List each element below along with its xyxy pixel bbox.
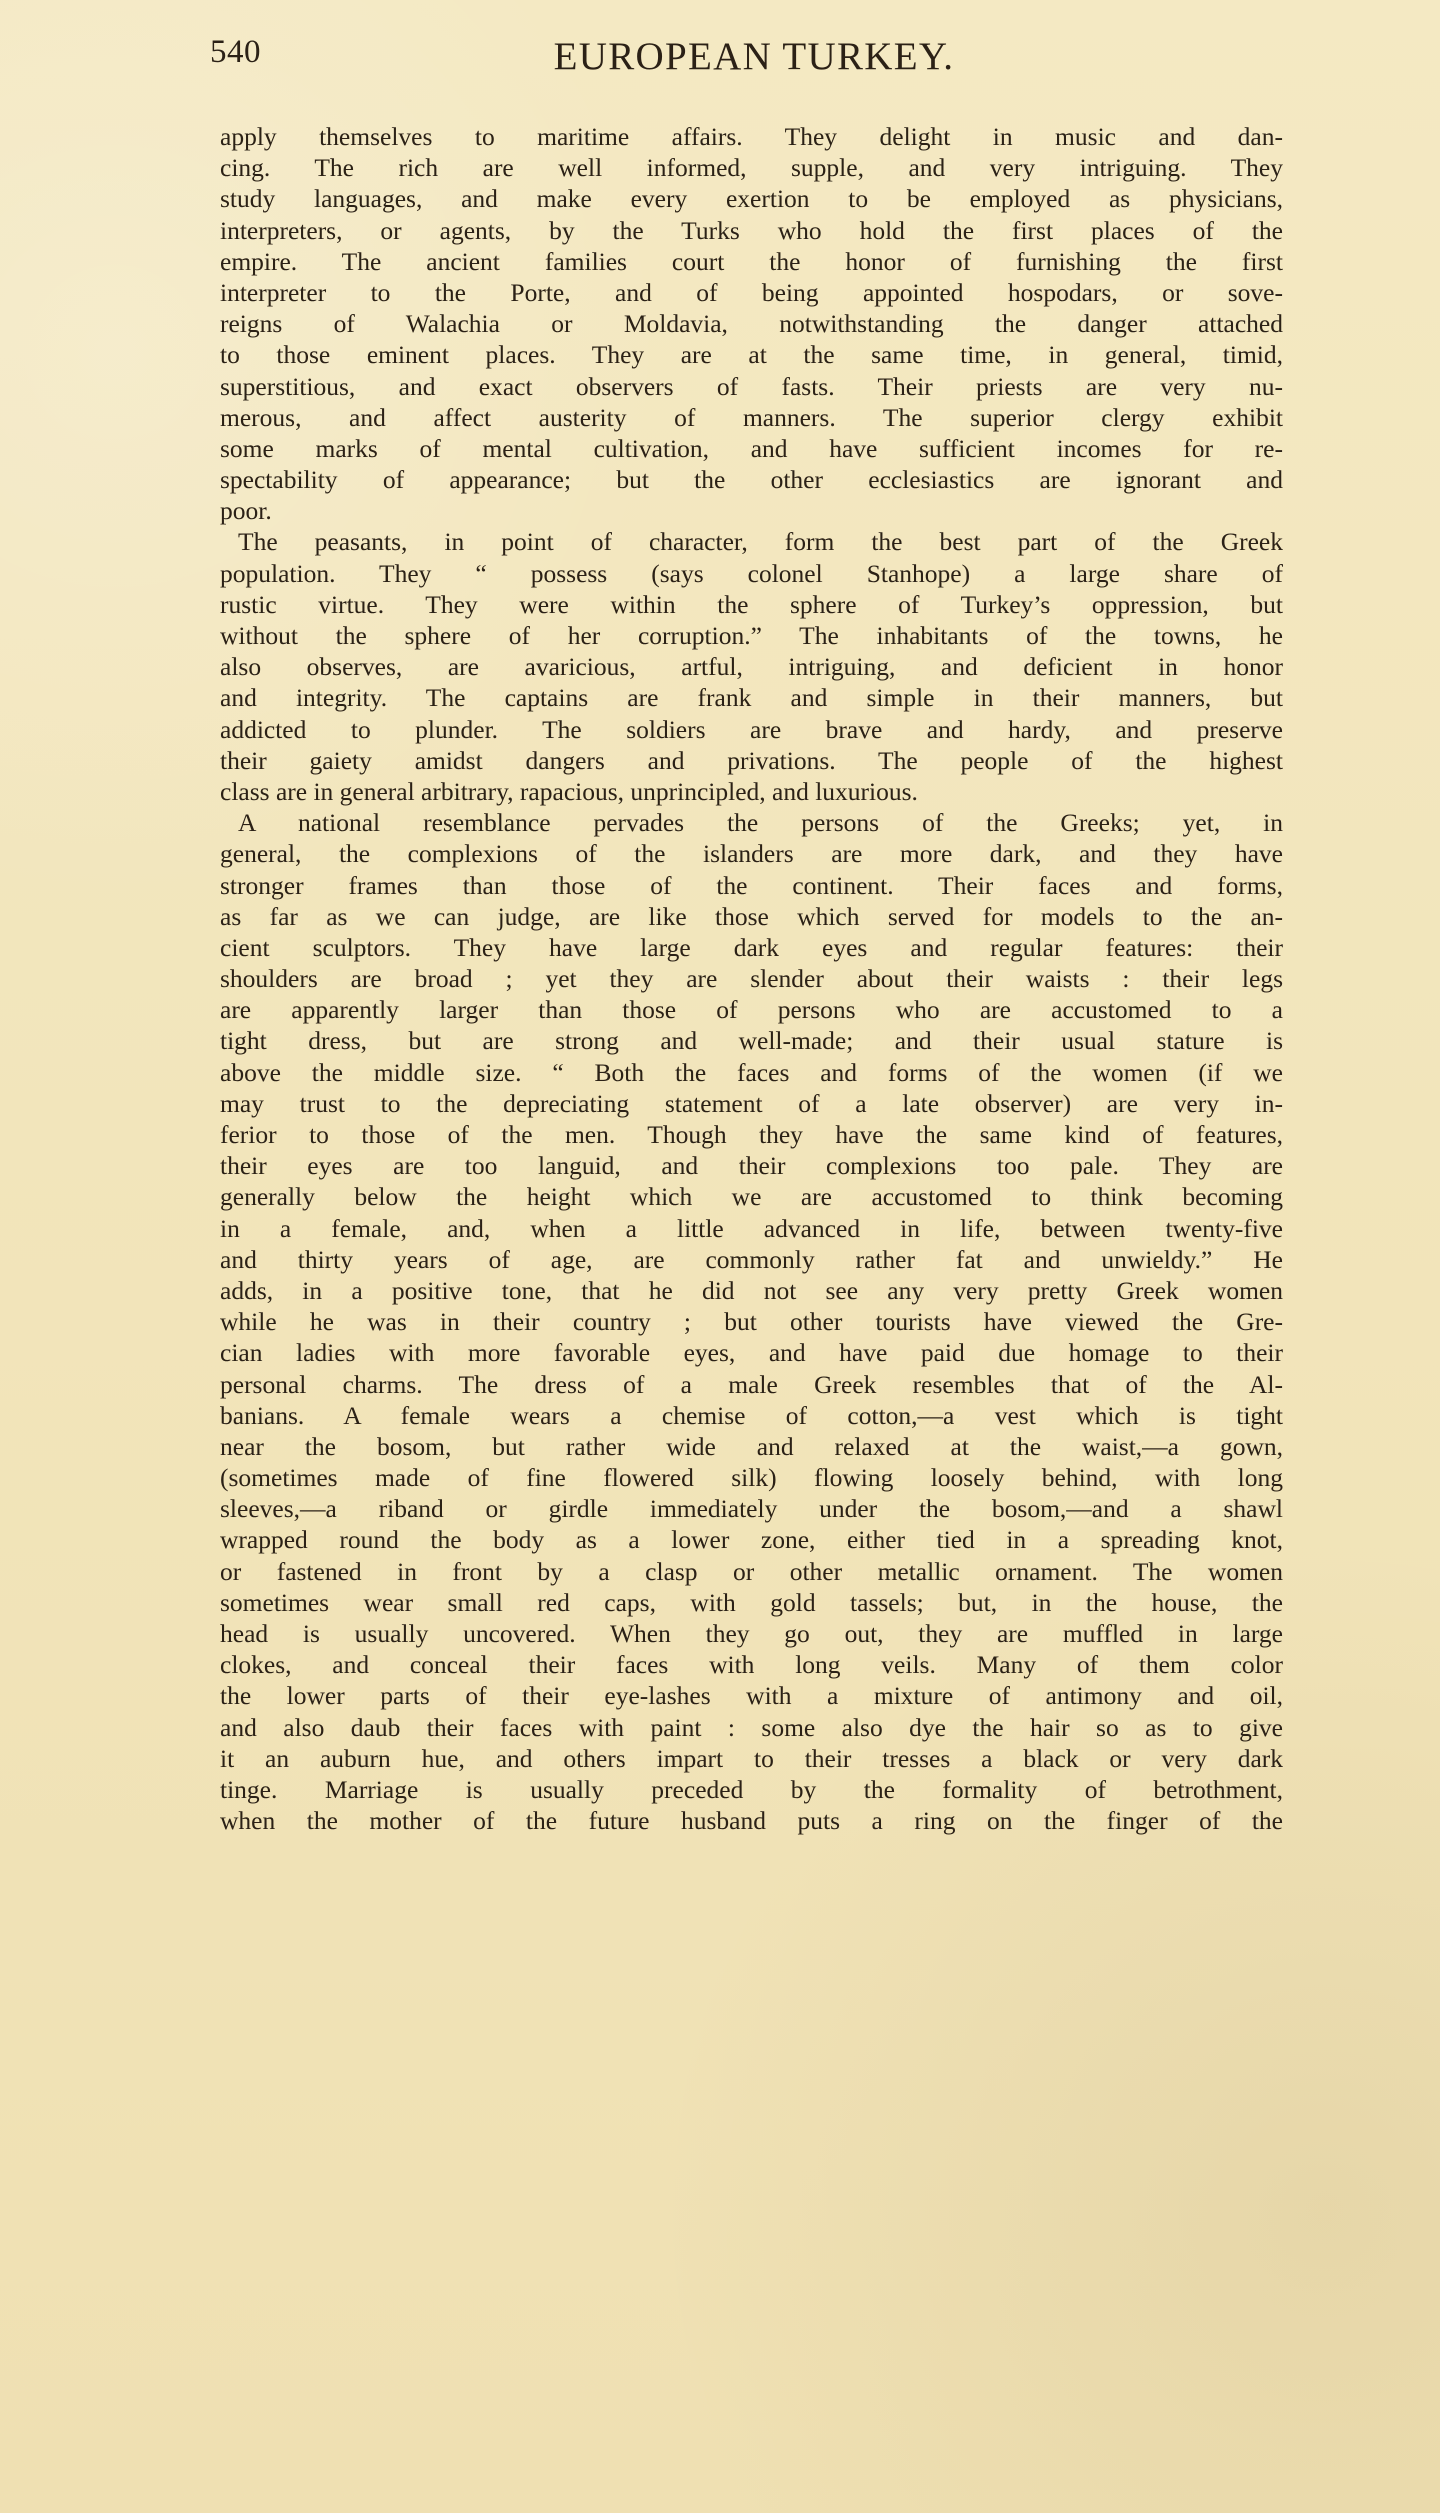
text-line: wrapped round the body as a lower zone, either tied in a spreading knot,	[220, 1525, 1283, 1555]
text-line: sometimes wear small red caps, with gold tassels; but, in the house, the	[220, 1587, 1283, 1617]
text-line: merous, and affect austerity of manners. The superior clergy exhibit	[220, 402, 1283, 432]
text-line: apply themselves to maritime affairs. They delight in music and dan-	[220, 122, 1283, 151]
text-line: are apparently larger than those of persons who are accustomed to a	[220, 995, 1283, 1025]
text-line: study languages, and make every exertion to be employed as physicians,	[220, 184, 1283, 214]
text-line: in a female, and, when a little advanced in life, between twenty-five	[220, 1213, 1283, 1243]
text-line: also observes, are avaricious, artful, intriguing, and deficient in honor	[220, 652, 1283, 682]
text-line: empire. The ancient families court the honor of furnishing the first	[220, 246, 1283, 276]
text-line: it an auburn hue, and others impart to their tresses a black or very dark	[220, 1743, 1283, 1773]
text-line: adds, in a positive tone, that he did not see any very pretty Greek women	[220, 1275, 1283, 1305]
text-line: sleeves,—a riband or girdle immediately under the bosom,—and a shawl	[220, 1494, 1283, 1524]
text-line: A national resemblance pervades the persons of the Greeks; yet, in	[238, 808, 1283, 838]
text-line: spectability of appearance; but the other ecclesiastics are ignorant and	[220, 465, 1283, 495]
text-line: ferior to those of the men. Though they have the same kind of features,	[220, 1120, 1283, 1149]
text-line: interpreter to the Porte, and of being appointed hospodars, or sove-	[220, 277, 1283, 307]
text-line: while he was in their country ; but other tourists have viewed the Gre-	[220, 1307, 1283, 1337]
running-title: EUROPEAN TURKEY.	[553, 35, 955, 78]
text-line: above the middle size. “ Both the faces and forms of the women (if we	[220, 1057, 1283, 1087]
text-line: tinge. Marriage is usually preceded by the formality of betrothment,	[220, 1774, 1283, 1804]
text-line: The peasants, in point of character, form the best part of the Greek	[238, 527, 1283, 557]
text-line: shoulders are broad ; yet they are slender about their waists : their legs	[220, 964, 1283, 994]
text-line: cing. The rich are well informed, supple, and very intriguing. They	[220, 153, 1283, 183]
text-line: and integrity. The captains are frank and simple in their manners, but	[220, 683, 1283, 713]
text-line: population. They “ possess (says colonel Stanhope) a large share of	[220, 558, 1283, 588]
page-number: 540	[210, 34, 261, 70]
text-line: cient sculptors. They have large dark eyes and regular features: their	[220, 932, 1283, 962]
text-line: as far as we can judge, are like those which served for models to the an-	[220, 901, 1283, 931]
text-line: superstitious, and exact observers of fasts. Their priests are very nu-	[220, 371, 1283, 401]
page-header	[210, 34, 1280, 94]
text-line: tight dress, but are strong and well-made; and their usual stature is	[220, 1026, 1283, 1056]
text-line: may trust to the depreciating statement of a late observer) are very in-	[220, 1088, 1283, 1118]
text-line: head is usually uncovered. When they go out, they are muffled in large	[220, 1619, 1283, 1648]
text-line: their gaiety amidst dangers and privations. The people of the highest	[220, 745, 1283, 775]
text-line: clokes, and conceal their faces with long veils. Many of them color	[220, 1650, 1283, 1680]
text-line: or fastened in front by a clasp or other metallic ornament. The women	[220, 1556, 1283, 1586]
text-line: personal charms. The dress of a male Greek resembles that of the Al-	[220, 1369, 1283, 1399]
text-line: stronger frames than those of the continent. Their faces and forms,	[220, 870, 1283, 900]
text-line: class are in general arbitrary, rapacious, unprincipled, and luxurious.	[220, 776, 918, 806]
text-line: and thirty years of age, are commonly rather fat and unwieldy.” He	[220, 1244, 1283, 1274]
text-line: cian ladies with more favorable eyes, and have paid due homage to their	[220, 1338, 1283, 1368]
text-line: near the bosom, but rather wide and relaxed at the waist,—a gown,	[220, 1431, 1283, 1461]
text-line: banians. A female wears a chemise of cotton,—a vest which is tight	[220, 1400, 1283, 1430]
text-line: and also daub their faces with paint : some also dye the hair so as to give	[220, 1712, 1283, 1742]
text-line: without the sphere of her corruption.” The inhabitants of the towns, he	[220, 621, 1283, 650]
body-text	[220, 121, 1283, 1836]
text-line: the lower parts of their eye-lashes with a mixture of antimony and oil,	[220, 1681, 1283, 1711]
text-line: reigns of Walachia or Moldavia, notwithstanding the danger attached	[220, 309, 1283, 339]
text-line: general, the complexions of the islanders are more dark, and they have	[220, 839, 1283, 869]
text-line: poor.	[220, 496, 272, 526]
text-line: some marks of mental cultivation, and have sufficient incomes for re-	[220, 433, 1283, 463]
text-line: generally below the height which we are accustomed to think becoming	[220, 1182, 1283, 1212]
text-line: when the mother of the future husband puts a ring on the finger of the	[220, 1806, 1283, 1836]
text-line: (sometimes made of fine flowered silk) flowing loosely behind, with long	[220, 1463, 1283, 1493]
text-line: rustic virtue. They were within the sphere of Turkey’s oppression, but	[220, 589, 1283, 619]
text-line: addicted to plunder. The soldiers are brave and hardy, and preserve	[220, 714, 1283, 744]
text-line: interpreters, or agents, by the Turks who hold the first places of the	[220, 215, 1283, 245]
text-line: to those eminent places. They are at the same time, in general, timid,	[220, 340, 1283, 370]
text-line: their eyes are too languid, and their complexions too pale. They are	[220, 1151, 1283, 1181]
